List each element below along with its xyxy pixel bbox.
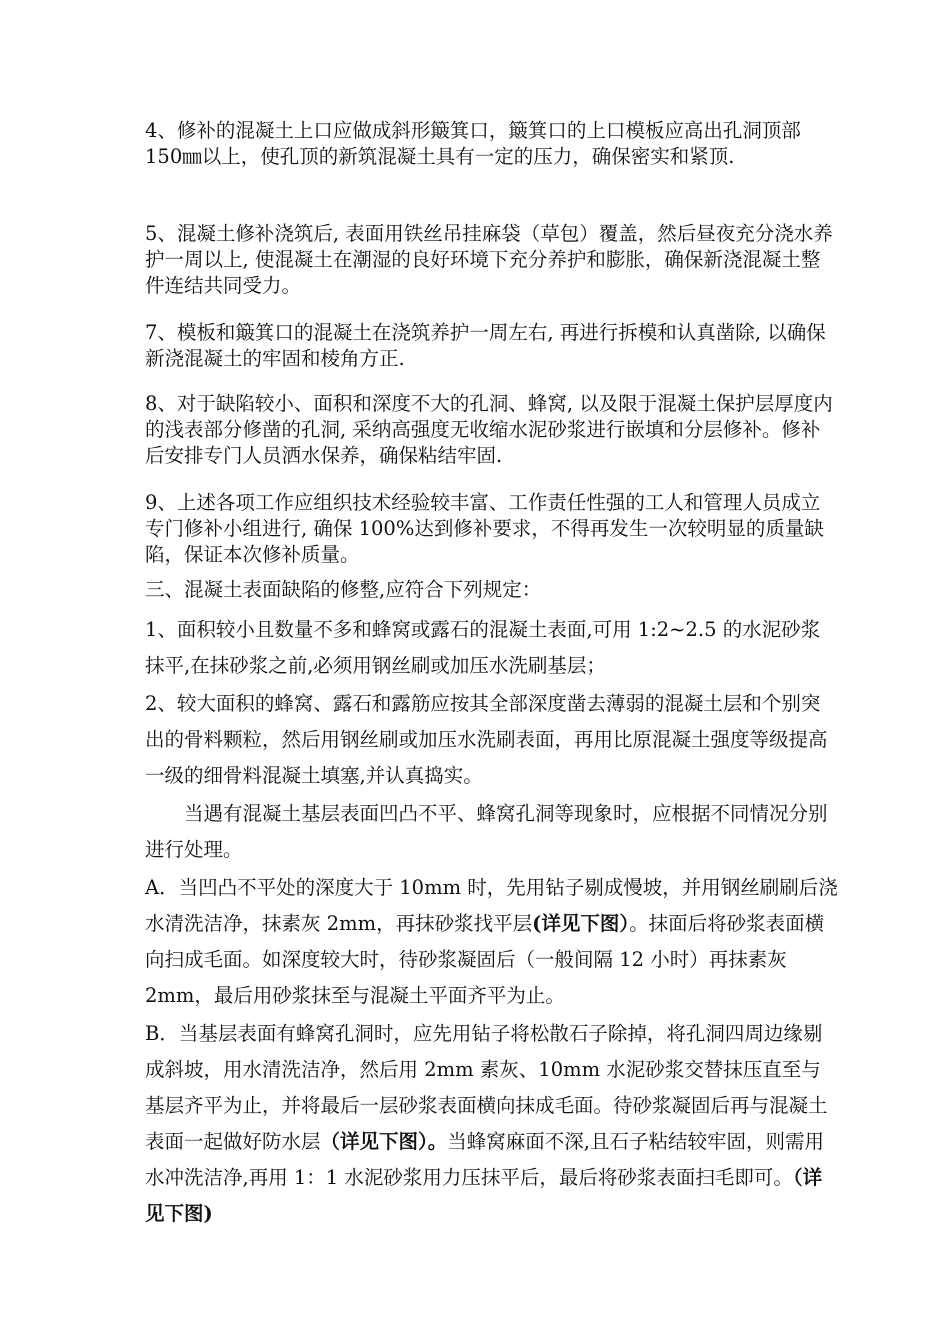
paragraph-case-b <box>145 1016 839 1232</box>
paragraph-intro: 当遇有混凝土基层表面凹凸不平、蜂窝孔洞等现象时，应根据不同情况分别进行处理。 <box>145 802 828 861</box>
paragraph-case-a <box>145 870 839 1014</box>
case-b-see-figure-2: （详见下图) <box>145 1166 823 1225</box>
paragraph-item-5: 5、混凝土修补浇筑后, 表面用铁丝吊挂麻袋（草包）覆盖，然后昼夜充分浇水养护一周以上, 使混凝土在潮湿的良好环境下充分养护和膨胀，确保新浇混凝土整件连结共同受力。 <box>145 222 833 297</box>
case-a-see-figure: (详见下图） <box>532 912 630 935</box>
case-b-see-figure-1: （详见下图）。 <box>320 1130 448 1153</box>
section-heading-3: 三、混凝土表面缺陷的修整,应符合下列规定： <box>145 578 542 601</box>
paragraph-item-7: 7、模板和簸箕口的混凝土在浇筑养护一周左右, 再进行拆模和认真凿除, 以确保新浇混凝土的牢固和棱角方正. <box>145 321 826 370</box>
case-b-text-2: 当蜂窝麻面不深,且石子粘结较牢固，则需用水冲洗洁净,再用 1：1 水泥砂浆用力压抹平后，最后将砂浆表面扫毛即可。 <box>145 1130 824 1189</box>
case-a-text-1: A．当凹凸不平处的深度大于 10mm 时，先用钻子剔成慢坡，并用钢丝刷刷后浇水清洗洁净，抹素灰 2mm，再抹砂浆找平层 <box>145 876 838 935</box>
paragraph-item-8: 8、对于缺陷较小、面积和深度不大的孔洞、蜂窝, 以及限于混凝土保护层厚度内的浅表部分修凿的孔洞, 采纳高强度无收缩水泥砂浆进行嵌填和分层修补。修补后安排专门人员洒水保养，确保粘结牢固. <box>145 392 833 467</box>
paragraph-rule-2: 2、较大面积的蜂窝、露石和露筋应按其全部深度凿去薄弱的混凝土层和个别突出的骨料颗粒，然后用钢丝刷或加压水洗刷表面，再用比原混凝土强度等级提高一级的细骨料混凝土填塞,并认真捣实。 <box>145 692 828 787</box>
case-a-text-2: 。抹面后将砂浆表面横向扫成毛面。如深度较大时，待砂浆凝固后（一般间隔 12 小时）再抹素灰 2mm，最后用砂浆抹至与混凝土平面齐平为止。 <box>145 912 825 1007</box>
paragraph-item-4: 4、修补的混凝土上口应做成斜形簸箕口，簸箕口的上口模板应高出孔洞顶部 150㎜以上，使孔顶的新筑混凝土具有一定的压力，确保密实和紧顶. <box>145 119 801 168</box>
case-b-text-1: B．当基层表面有蜂窝孔洞时，应先用钻子将松散石子除掉，将孔洞四周边缘剔成斜坡，用水清洗洁净，然后用 2mm 素灰、10mm 水泥砂浆交替抹压直至与基层齐平为止，并将最后一层砂浆表面横向抹成毛面。待砂浆凝固后再与混凝土表面一起做好防水层 <box>145 1022 828 1153</box>
paragraph-rule-1: 1、面积较小且数量不多和蜂窝或露石的混凝土表面,可用 1:2~2.5 的水泥砂浆抹平,在抹砂浆之前,必须用钢丝刷或加压水洗刷基层； <box>145 618 821 677</box>
paragraph-item-9: 9、上述各项工作应组织技术经验较丰富、工作责任性强的工人和管理人员成立专门修补小组进行, 确保 100%达到修补要求，不得再发生一次较明显的质量缺陷，保证本次修补质量。 <box>145 491 824 566</box>
